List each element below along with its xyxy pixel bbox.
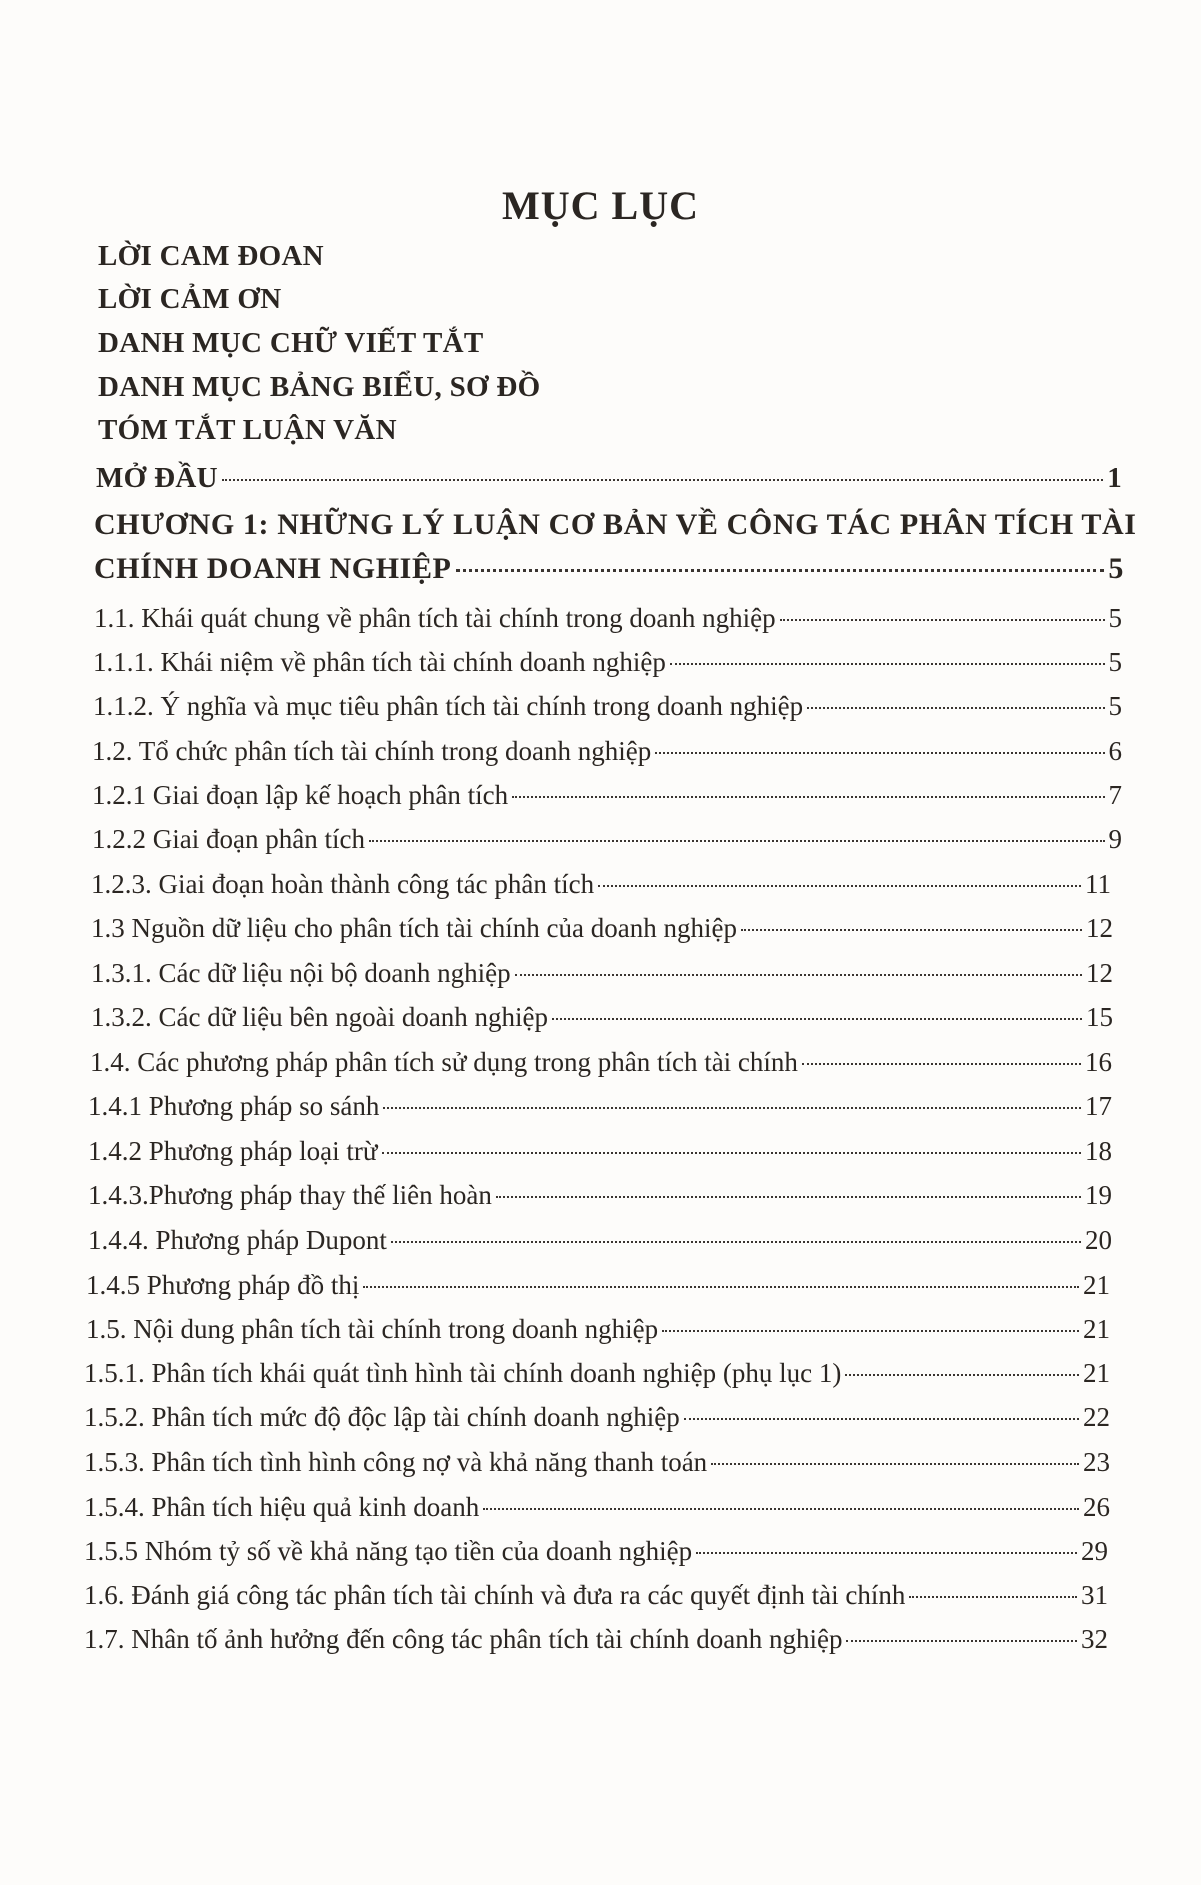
- dot-leader: [696, 1552, 1077, 1554]
- toc-entry: [84, 1402, 1110, 1433]
- toc-entry-text: DANH MỤC CHỮ VIẾT TẮT: [98, 327, 484, 359]
- dot-leader: [382, 1152, 1081, 1154]
- toc-entry: [94, 603, 1122, 634]
- toc-page-number: 6: [1108, 736, 1122, 766]
- toc-page-number: 7: [1108, 780, 1122, 810]
- toc-entry-text: 1.5.1. Phân tích khái quát tình hình tài chính doanh nghiệp (phụ lục 1): [84, 1358, 842, 1388]
- chapter-heading-line-1: [94, 508, 1137, 542]
- toc-page-number: 5: [1108, 691, 1122, 721]
- toc-entry-text: 1.5.2. Phân tích mức độ độc lập tài chính doanh nghiệp: [84, 1402, 680, 1432]
- toc-entry-text: 1.1.1. Khái niệm về phân tích tài chính doanh nghiệp: [93, 647, 666, 677]
- toc-page-number: 21: [1083, 1358, 1110, 1388]
- toc-entry: [88, 1180, 1112, 1211]
- dot-leader: [391, 1241, 1081, 1243]
- dot-leader: [369, 840, 1105, 842]
- toc-entry-text: 1.4.1 Phương pháp so sánh: [88, 1091, 380, 1121]
- dot-leader: [383, 1107, 1081, 1109]
- toc-page-number: 5: [1108, 552, 1124, 585]
- toc-entry-abbreviations: [98, 327, 484, 360]
- toc-page-number: 1: [1107, 462, 1122, 494]
- toc-entry-text: 1.3.2. Các dữ liệu bên ngoài doanh nghiệp: [91, 1002, 549, 1032]
- toc-page-number: 12: [1086, 913, 1113, 943]
- toc-page-number: 12: [1086, 958, 1113, 988]
- dot-leader: [456, 569, 1105, 572]
- dot-leader: [780, 619, 1105, 621]
- toc-page-number: 9: [1108, 824, 1122, 854]
- dot-leader: [363, 1286, 1079, 1288]
- dot-leader: [670, 663, 1105, 665]
- toc-page-number: 18: [1085, 1136, 1112, 1166]
- toc-page-number: 26: [1083, 1492, 1110, 1522]
- toc-entry-tables-diagrams: [98, 371, 541, 404]
- toc-page-number: 5: [1108, 647, 1122, 677]
- dot-leader: [552, 1018, 1082, 1020]
- toc-page-number: 31: [1081, 1580, 1108, 1610]
- toc-page-number: 21: [1083, 1270, 1110, 1300]
- dot-leader: [222, 479, 1103, 481]
- dot-leader: [496, 1196, 1081, 1198]
- page-title: MỤC LỤC: [502, 183, 699, 228]
- toc-entry-intro: [96, 462, 1122, 495]
- chapter-heading-text: CHÍNH DOANH NGHIỆP: [94, 552, 452, 585]
- toc-entry: [91, 913, 1113, 944]
- dot-leader: [909, 1596, 1077, 1598]
- toc-entry-text: 1.5.5 Nhóm tỷ số về khả năng tạo tiền của doanh nghiệp: [84, 1536, 693, 1566]
- toc-page-number: 22: [1083, 1402, 1110, 1432]
- toc-entry-text: 1.5. Nội dung phân tích tài chính trong doanh nghiệp: [86, 1314, 659, 1344]
- dot-leader: [512, 796, 1104, 798]
- toc-entry-loi-cam-doan: [98, 240, 324, 273]
- toc-entry-text: DANH MỤC BẢNG BIỂU, SƠ ĐỒ: [98, 371, 541, 403]
- toc-entry-text: 1.1.2. Ý nghĩa và mục tiêu phân tích tài chính trong doanh nghiệp: [93, 691, 804, 721]
- toc-entry-text: 1.2.1 Giai đoạn lập kế hoạch phân tích: [92, 780, 509, 810]
- toc-entry-summary: [98, 414, 397, 447]
- toc-entry: [84, 1358, 1110, 1389]
- toc-entry-text: 1.3 Nguồn dữ liệu cho phân tích tài chính của doanh nghiệp: [91, 913, 737, 943]
- toc-entry-text: 1.2.2 Giai đoạn phân tích: [92, 824, 365, 854]
- toc-entry-text: 1.7. Nhân tố ảnh hưởng đến công tác phân tích tài chính doanh nghiệp: [84, 1624, 843, 1654]
- dot-leader: [598, 885, 1081, 887]
- toc-page-number: 19: [1085, 1180, 1112, 1210]
- dot-leader: [655, 752, 1104, 754]
- dot-leader: [802, 1063, 1081, 1065]
- toc-entry: [90, 1047, 1112, 1078]
- toc-entry: [91, 869, 1111, 900]
- toc-entry: [84, 1624, 1108, 1655]
- toc-entry: [91, 958, 1113, 989]
- dot-leader: [483, 1508, 1079, 1510]
- dot-leader: [741, 929, 1082, 931]
- toc-entry-text: 1.4.2 Phương pháp loại trừ: [88, 1136, 378, 1166]
- toc-entry: [86, 1314, 1110, 1345]
- chapter-heading-text: CHƯƠNG 1: NHỮNG LÝ LUẬN CƠ BẢN VỀ CÔNG TÁC PHÂN TÍCH TÀI: [94, 508, 1137, 541]
- toc-entry: [88, 1091, 1112, 1122]
- toc-entry: [92, 824, 1122, 855]
- dot-leader: [845, 1374, 1079, 1376]
- toc-entry: [84, 1536, 1108, 1567]
- toc-entry: [84, 1447, 1110, 1478]
- toc-entry-text: MỞ ĐẦU: [96, 462, 218, 494]
- dot-leader: [846, 1640, 1077, 1642]
- dot-leader: [711, 1463, 1079, 1465]
- toc-entry-text: LỜI CAM ĐOAN: [98, 240, 324, 272]
- chapter-heading-line-2: [94, 552, 1124, 586]
- toc-page-number: 17: [1085, 1091, 1112, 1121]
- toc-page-number: 5: [1108, 603, 1122, 633]
- toc-entry-text: 1.4.5 Phương pháp đồ thị: [86, 1270, 360, 1300]
- toc-entry: [93, 691, 1122, 722]
- toc-entry-text: 1.1. Khái quát chung về phân tích tài chính trong doanh nghiệp: [94, 603, 776, 633]
- dot-leader: [684, 1418, 1079, 1420]
- toc-page-number: 21: [1083, 1314, 1110, 1344]
- toc-page-number: 16: [1085, 1047, 1112, 1077]
- toc-entry: [92, 736, 1122, 767]
- toc-entry: [91, 1002, 1113, 1033]
- toc-page-number: 32: [1081, 1624, 1108, 1654]
- toc-entry-text: 1.5.4. Phân tích hiệu quả kinh doanh: [84, 1492, 480, 1522]
- toc-entry-text: LỜI CẢM ƠN: [98, 283, 282, 315]
- toc-page-number: 15: [1086, 1002, 1113, 1032]
- toc-entry-text: 1.6. Đánh giá công tác phân tích tài chính và đưa ra các quyết định tài chính: [84, 1580, 906, 1610]
- toc-page-number: 20: [1085, 1225, 1112, 1255]
- toc-entry: [88, 1225, 1112, 1256]
- toc-entry: [84, 1492, 1110, 1523]
- toc-entry: [93, 647, 1122, 678]
- toc-entry: [88, 1136, 1112, 1167]
- dot-leader: [515, 974, 1082, 976]
- dot-leader: [807, 707, 1104, 709]
- toc-entry-loi-cam-on: [98, 283, 281, 316]
- toc-entry-text: 1.4.4. Phương pháp Dupont: [88, 1225, 387, 1255]
- toc-entry-text: 1.4. Các phương pháp phân tích sử dụng trong phân tích tài chính: [90, 1047, 798, 1077]
- toc-entry-text: 1.3.1. Các dữ liệu nội bộ doanh nghiệp: [91, 958, 511, 988]
- toc-page-number: 11: [1085, 869, 1111, 899]
- dot-leader: [662, 1330, 1079, 1332]
- toc-entry-text: 1.5.3. Phân tích tình hình công nợ và khả năng thanh toán: [84, 1447, 708, 1477]
- toc-entry: [92, 780, 1122, 811]
- toc-entry-text: 1.4.3.Phương pháp thay thế liên hoàn: [88, 1180, 492, 1210]
- toc-entry: [86, 1270, 1110, 1301]
- toc-entry-text: 1.2. Tổ chức phân tích tài chính trong doanh nghiệp: [92, 736, 652, 766]
- toc-entry-text: 1.2.3. Giai đoạn hoàn thành công tác phân tích: [91, 869, 595, 899]
- toc-entry: [84, 1580, 1108, 1611]
- toc-entry-text: TÓM TẮT LUẬN VĂN: [98, 414, 397, 446]
- toc-page-number: 23: [1083, 1447, 1110, 1477]
- toc-page-number: 29: [1081, 1536, 1108, 1566]
